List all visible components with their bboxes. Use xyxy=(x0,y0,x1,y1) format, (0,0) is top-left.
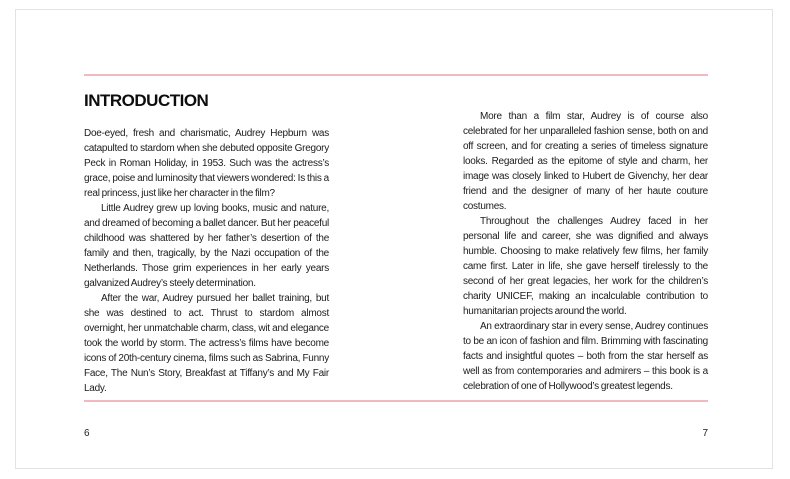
paragraph: An extraordinary star in every sense, Audrey continues to be an icon of fashion and film. Brimming with fascinating facts and insightful quotes – both from the star herself as well as from contemporaries and admirers – this book is a celebration of one of Hollywood’s greatest legends. xyxy=(463,321,708,392)
left-page-text-column xyxy=(84,126,329,396)
section-heading: INTRODUCTION xyxy=(84,91,209,110)
page-number-right: 7 xyxy=(702,428,708,439)
paragraph: After the war, Audrey pursued her ballet training, but she was destined to act. Thrust to stardom almost overnight, her unmatchable charm, class, wit and elegance took the world by storm. The actress’s films have become icons of 20th-century cinema, films such as Sabrina, Funny Face, The Nun’s Story, Breakfast at Tiffany’s and My Fair Lady. xyxy=(84,293,329,394)
page-number-left: 6 xyxy=(84,428,90,439)
bottom-divider-rule xyxy=(84,400,708,402)
paragraph: Throughout the challenges Audrey faced in her personal life and career, she was dignified and always humble. Choosing to make relatively few films, her family came first. Later in life, she gave herself tirelessly to the second of her great legacies, her work for the children’s charity UNICEF, making an incalculable contribution to humanitarian projects around the world. xyxy=(463,216,708,317)
paragraph: Doe-eyed, fresh and charismatic, Audrey Hepburn was catapulted to stardom when she debuted opposite Gregory Peck in Roman Holiday, in 1953. Such was the actress’s grace, poise and luminosity that viewers wondered: Is this a real princess, just like her character in the film? xyxy=(84,128,329,199)
top-divider-rule xyxy=(84,74,708,76)
paragraph: More than a film star, Audrey is of course also celebrated for her unparalleled fashion sense, both on and off screen, and for creating a series of timeless signature looks. Regarded as the epitome of style and charm, her image was closely linked to Hubert de Givenchy, her dear friend and the designer of many of her haute couture costumes. xyxy=(463,111,708,212)
paragraph: Little Audrey grew up loving books, music and nature, and dreamed of becoming a ballet dancer. But her peaceful childhood was shattered by her father’s desertion of the family and then, tragically, by the Nazi occupation of the Netherlands. Those grim experiences in her early years galvanized Audrey’s steely determination. xyxy=(84,203,329,289)
right-page-text-column xyxy=(463,109,708,394)
